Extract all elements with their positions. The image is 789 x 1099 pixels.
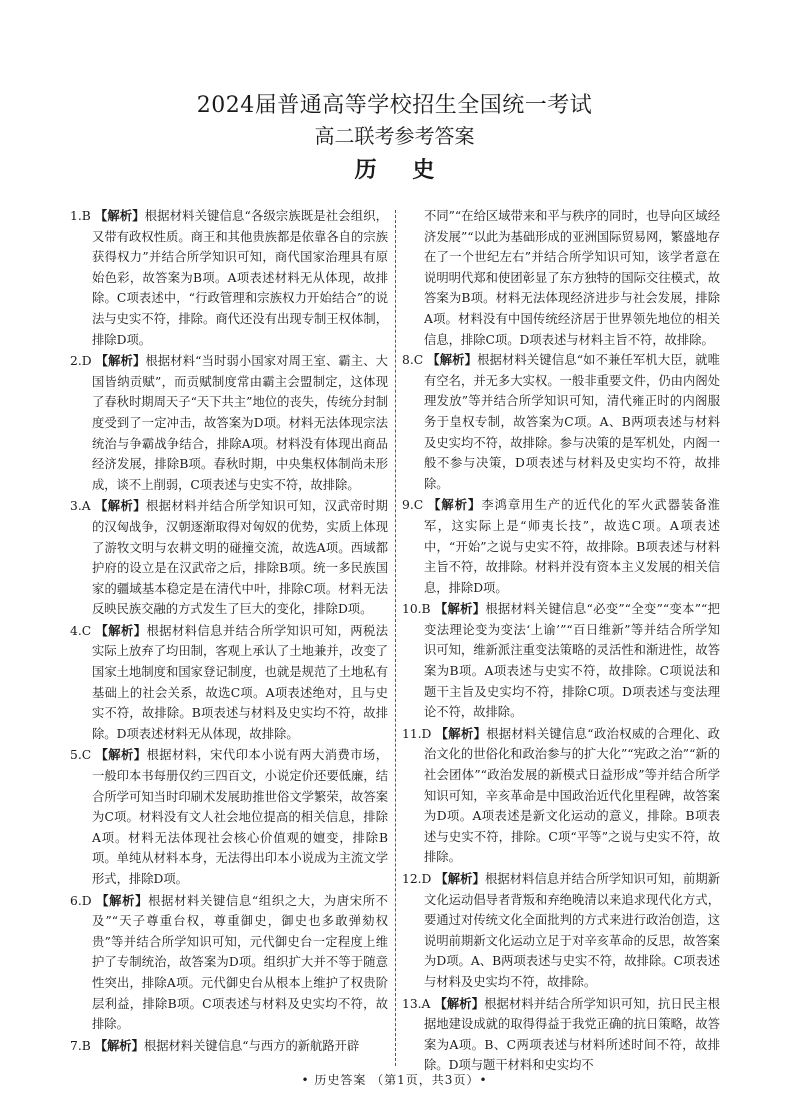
exam-subtitle: 高二联考参考答案	[314, 124, 475, 148]
answer-text: 根据材料并结合所学知识可知，抗日民主根据地建设成就的取得得益于我党正确的抗日策略，故答案为A项。B、C两项表述与材料所述时间不符，故排除。D项与题干材料和史实均不	[424, 996, 720, 1073]
answer-item	[70, 496, 388, 620]
analysis-tag: 【解析】	[435, 871, 485, 886]
answer-item	[70, 621, 388, 745]
answer-item	[70, 1036, 388, 1057]
answer-text: 李鸿章用生产的近代化的军火武器装备淮军，这实际上是“师夷长技”，故选C项。A项表述中，“开始”之说与史实不符，故排除。B项表述与材料主旨不符，故排除。材料并没有资本主义发展的相关信息，排除D项。	[424, 498, 720, 595]
column-divider	[395, 210, 396, 1066]
analysis-tag: 【解析】	[95, 622, 147, 638]
subject-title: 历 史	[354, 157, 449, 183]
answer-number: 8.C	[402, 353, 424, 368]
answer-item	[402, 724, 720, 868]
answer-text: 根据材料信息并结合所学知识可知，前期新文化运动倡导者背叛和弃绝晚清以来追求现代化方式，要通过对传统文化全面批判的方式来进行政治创造，这说明前期新文化运动立足于对辛亥革命的反思，故答案为D项。A、B两项表述与史实不符，故排除。C项表述与材料及史实均不符，故排除。	[424, 872, 720, 989]
answer-item	[70, 891, 388, 1035]
answer-text: 根据材料关键信息“组织之大，为唐宋所不及”“天子尊重台权，尊重御史，御史也多敢弹劾权贵”等并结合所学知识可知，元代御史台一定程度上维护了专制统治，故答案为D项。组织扩大并不等于随意性突出，排除A项。元代御史台从根本上维护了权贵阶层利益，排除B项。C项表述与材料及史实均不符，故排除。	[92, 893, 388, 1032]
analysis-tag: 【解析】	[428, 497, 482, 513]
answer-number: 13.A	[402, 996, 431, 1011]
analysis-tag: 【解析】	[434, 601, 486, 617]
answer-continuation	[402, 206, 720, 350]
analysis-tag: 【解析】	[435, 725, 487, 741]
answer-text: 根据材料并结合所学知识可知，汉武帝时期的汉匈战争，汉朝逐渐取得对匈奴的优势，实质上体现了游牧文明与农耕文明的碰撞交流，故选A项。西域都护府的设立是在汉武帝之后，排除B项。统一多民族国家的疆域基本稳定是在清代中叶，排除C项。材料无法反映民族交融的方式发生了巨大的变化，排除D项。	[92, 499, 388, 617]
answer-number: 2.D	[70, 354, 92, 369]
answer-text: 根据材料，宋代印本小说有两大消费市场，一般印本书每册仅约三四百文，小说定价还要低廉，结合所学可知当时印刷术发展助推世俗文学繁荣，故答案为C项。材料没有文人社会地位提高的相关信息，排除A项。材料无法体现社会核心价值观的嬗变，排除B项。单纯从材料本身，无法得出印本小说成为主流文学形式，排除D项。	[92, 748, 388, 886]
answer-item	[402, 869, 720, 993]
answer-text: 根据材料关键信息“政治权威的合理化、政治文化的世俗化和政治参与的扩大化”“宪政之治”“新的社会团体”“政治发展的新模式日益形成”等并结合所学知识可知，辛亥革命是中国政治近代化里程碑，故答案为D项。A项表述是新文化运动的意义，排除。B项表述与史实不符，排除。C项“平等”之说与史实不符，故排除。	[424, 726, 720, 865]
analysis-tag: 【解析】	[94, 208, 145, 223]
analysis-tag: 【解析】	[94, 1037, 144, 1053]
analysis-tag: 【解析】	[96, 892, 149, 908]
answer-item	[402, 994, 720, 1076]
answer-number: 3.A	[70, 499, 91, 514]
answer-number: 7.B	[70, 1038, 91, 1053]
answer-text: 根据材料关键信息“必变”“全变”“变本”“把变法理论变为变法‘上谕’”“百日维新”等并结合所学知识可知，维新派注重变法策略的灵活性和渐进性，故答案为B项。A项表述与史实不符，故排除。C项说法和题干主旨及史实均不符，排除C项。D项表述与变法理论不符，故排除。	[424, 602, 720, 720]
answer-number: 1.B	[70, 209, 91, 223]
analysis-tag: 【解析】	[95, 498, 147, 514]
analysis-tag: 【解析】	[434, 995, 485, 1011]
answer-item	[70, 745, 388, 889]
answer-number: 11.D	[402, 726, 432, 741]
answer-text: 根据材料关键信息“与西方的新航路开辟	[143, 1038, 360, 1053]
answer-number: 6.D	[70, 893, 92, 908]
analysis-tag: 【解析】	[95, 747, 147, 763]
answer-text: 根据材料信息并结合所学知识可知，两税法实际上放弃了均田制，客观上承认了土地兼并，改变了国家土地制度和国家登记制度，也就是规范了土地私有基础上的社会关系，故选C项。A项表述绝对，且与史实不符，故排除。B项表述与材料及史实均不符，故排除。D项表述材料无从体现，故排除。	[92, 623, 388, 741]
answer-text: 不同”“在给区域带来和平与秩序的同时，也导向区域经济发展”“以此为基础形成的亚洲国际贸易网，繁盛地存在了一个世纪左右”并结合所学知识可知，该学者意在说明明代郑和使团彰显了东方独特的国际交往模式，故答案为B项。材料无法体现经济进步与社会发展，排除A项。材料没有中国传统经济居于世界领先地位的相关信息，排除C项。D项表述与材料主旨不符，故排除。	[424, 209, 720, 347]
exam-title: 2024届普通高等学校招生全国统一考试	[196, 93, 593, 118]
answer-number: 4.C	[70, 623, 92, 638]
answer-item	[70, 206, 388, 350]
answer-number: 12.D	[402, 872, 432, 886]
answers-left-column	[70, 206, 388, 1057]
answer-number: 10.B	[402, 602, 431, 617]
document-header	[0, 92, 789, 184]
answers-right-column	[402, 206, 720, 1077]
answer-item	[402, 599, 720, 723]
answer-text: 根据材料关键信息“各级宗族既是社会组织，又带有政权性质。商王和其他贵族都是依靠各自的宗族获得权力”并结合所学知识可知，商代国家治理具有原始色彩，故答案为B项。A项表述材料无从体现，故排除。C项表述中，“行政管理和宗族权力开始结合”的说法与史实不符，排除。商代还没有出现专制王权体制，排除D项。	[92, 209, 388, 347]
answer-number: 5.C	[70, 748, 92, 763]
answer-item	[402, 495, 720, 598]
answer-item	[70, 351, 388, 495]
analysis-tag: 【解析】	[427, 352, 478, 368]
answer-number: 9.C	[402, 498, 424, 513]
answer-text: 根据材料“当时弱小国家对周王室、霸主、大国皆纳贡赋”，而贡赋制度常由霸主会盟制定，这体现了春秋时期周天子“天下共主”地位的丧失，传统分封制度受到了一定冲击，故答案为D项。材料无法体现宗法统治与争霸战争结合，排除A项。材料没有体现出商品经济发展，排除B项。春秋时期，中央集权体制尚未形成，谈不上削弱，C项表述与史实不符，故排除。	[92, 354, 388, 492]
answer-text: 根据材料关键信息“如不兼任军机大臣，就唯有空名，并无多大实权。一般非重要文件，仍由内阁处理发放”等并结合所学知识可知，清代雍正时的内阁服务于皇权专制，故答案为C项。A、B两项表述与材料及史实均不符，故排除。参与决策的是军机处，内阁一般不参与决策，D项表述与材料及史实均不符，故排除。	[424, 353, 720, 491]
page-footer: • 历史答案 （第1页，共3页）•	[301, 1073, 488, 1087]
analysis-tag: 【解析】	[95, 353, 146, 369]
answer-item	[402, 350, 720, 494]
